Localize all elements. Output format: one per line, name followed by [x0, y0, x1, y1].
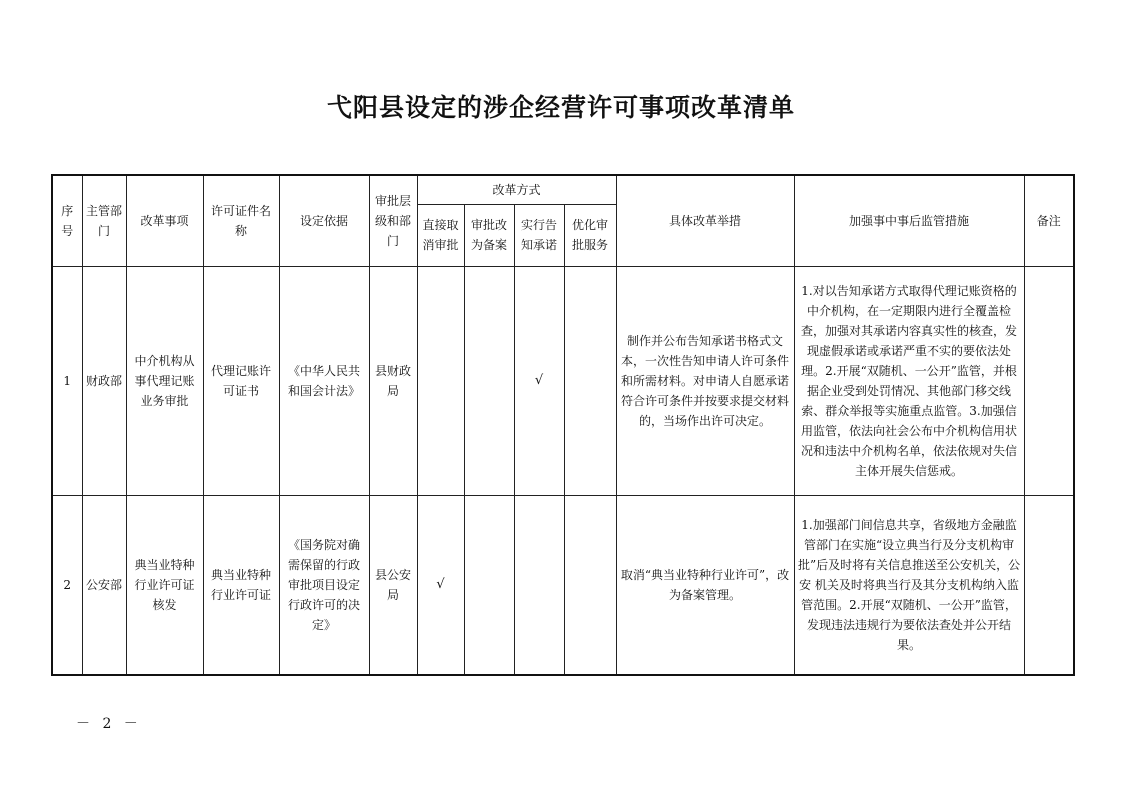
header-level: 审批层级和部门 — [369, 175, 417, 266]
row-remarks — [1024, 266, 1074, 495]
row-seq: 1 — [52, 266, 82, 495]
row-dept: 财政部 — [82, 266, 126, 495]
header-item: 改革事项 — [126, 175, 203, 266]
row-license: 代理记账许可证书 — [203, 266, 279, 495]
row-basis: 《中华人民共和国会计法》 — [279, 266, 369, 495]
row-mode-filing — [464, 495, 514, 675]
checkmark-icon: √ — [436, 577, 445, 593]
header-remarks: 备注 — [1024, 175, 1074, 266]
row-mode-cancel — [417, 266, 464, 495]
row-measures: 取消“典当业特种行业许可”，改为备案管理。 — [616, 495, 794, 675]
row-dept: 公安部 — [82, 495, 126, 675]
reform-list-table — [51, 174, 1075, 676]
header-row — [52, 175, 1074, 204]
row-supervision: 1.加强部门间信息共享，省级地方金融监管部门在实施“设立典当行及分支机构审批”后及时将有关信息推送至公安机关，公安 机关及时将典当行及其分支机构纳入监管范围。2.开展“双随机、一公开”监管，发现违法违规行为要依法查处并公开结果。 — [794, 495, 1024, 675]
header-basis: 设定依据 — [279, 175, 369, 266]
header-mode-notify: 实行告知承诺 — [514, 204, 564, 266]
row-mode-cancel — [417, 495, 464, 675]
row-level: 县公安局 — [369, 495, 417, 675]
row-mode-notify — [514, 495, 564, 675]
header-license: 许可证件名称 — [203, 175, 279, 266]
row-level: 县财政局 — [369, 266, 417, 495]
row-license: 典当业特种行业许可证 — [203, 495, 279, 675]
row-item: 典当业特种行业许可证核发 — [126, 495, 203, 675]
header-supervision: 加强事中事后监管措施 — [794, 175, 1024, 266]
row-seq: 2 — [52, 495, 82, 675]
row-basis: 《国务院对确需保留的行政审批项目设定行政许可的决定》 — [279, 495, 369, 675]
row-mode-optimize — [564, 266, 616, 495]
row-mode-filing — [464, 266, 514, 495]
header-reform-mode: 改革方式 — [417, 175, 616, 204]
table-row — [52, 495, 1074, 675]
checkmark-icon: √ — [534, 373, 544, 388]
row-remarks — [1024, 495, 1074, 675]
header-mode-cancel: 直接取消审批 — [417, 204, 464, 266]
header-dept: 主管部门 — [82, 175, 126, 266]
header-mode-filing: 审批改为备案 — [464, 204, 514, 266]
header-mode-optimize: 优化审批服务 — [564, 204, 616, 266]
row-item: 中介机构从事代理记账业务审批 — [126, 266, 203, 495]
header-measures: 具体改革举措 — [616, 175, 794, 266]
row-mode-notify — [514, 266, 564, 495]
row-measures: 制作并公布告知承诺书格式文本，一次性告知申请人许可条件和所需材料。对申请人自愿承诺符合许可条件并按要求提交材料的，当场作出许可决定。 — [616, 266, 794, 495]
header-seq: 序号 — [52, 175, 82, 266]
page-title: 弋阳县设定的涉企经营许可事项改革清单 — [326, 93, 795, 122]
page-number: － 2 － — [76, 716, 142, 732]
table-row — [52, 266, 1074, 495]
row-mode-optimize — [564, 495, 616, 675]
row-supervision: 1.对以告知承诺方式取得代理记账资格的中介机构，在一定期限内进行全覆盖检查，加强对其承诺内容真实性的核查，发现虚假承诺或承诺严重不实的要依法处理。2.开展“双随机、一公开”监管，并根据企业受到处罚情况、其他部门移交线索、群众举报等实施重点监管。3.加强信用监管，依法向社会公布中介机构信用状况和违法中介机构名单，依法依规对失信主体开展失信惩戒。 — [794, 266, 1024, 495]
